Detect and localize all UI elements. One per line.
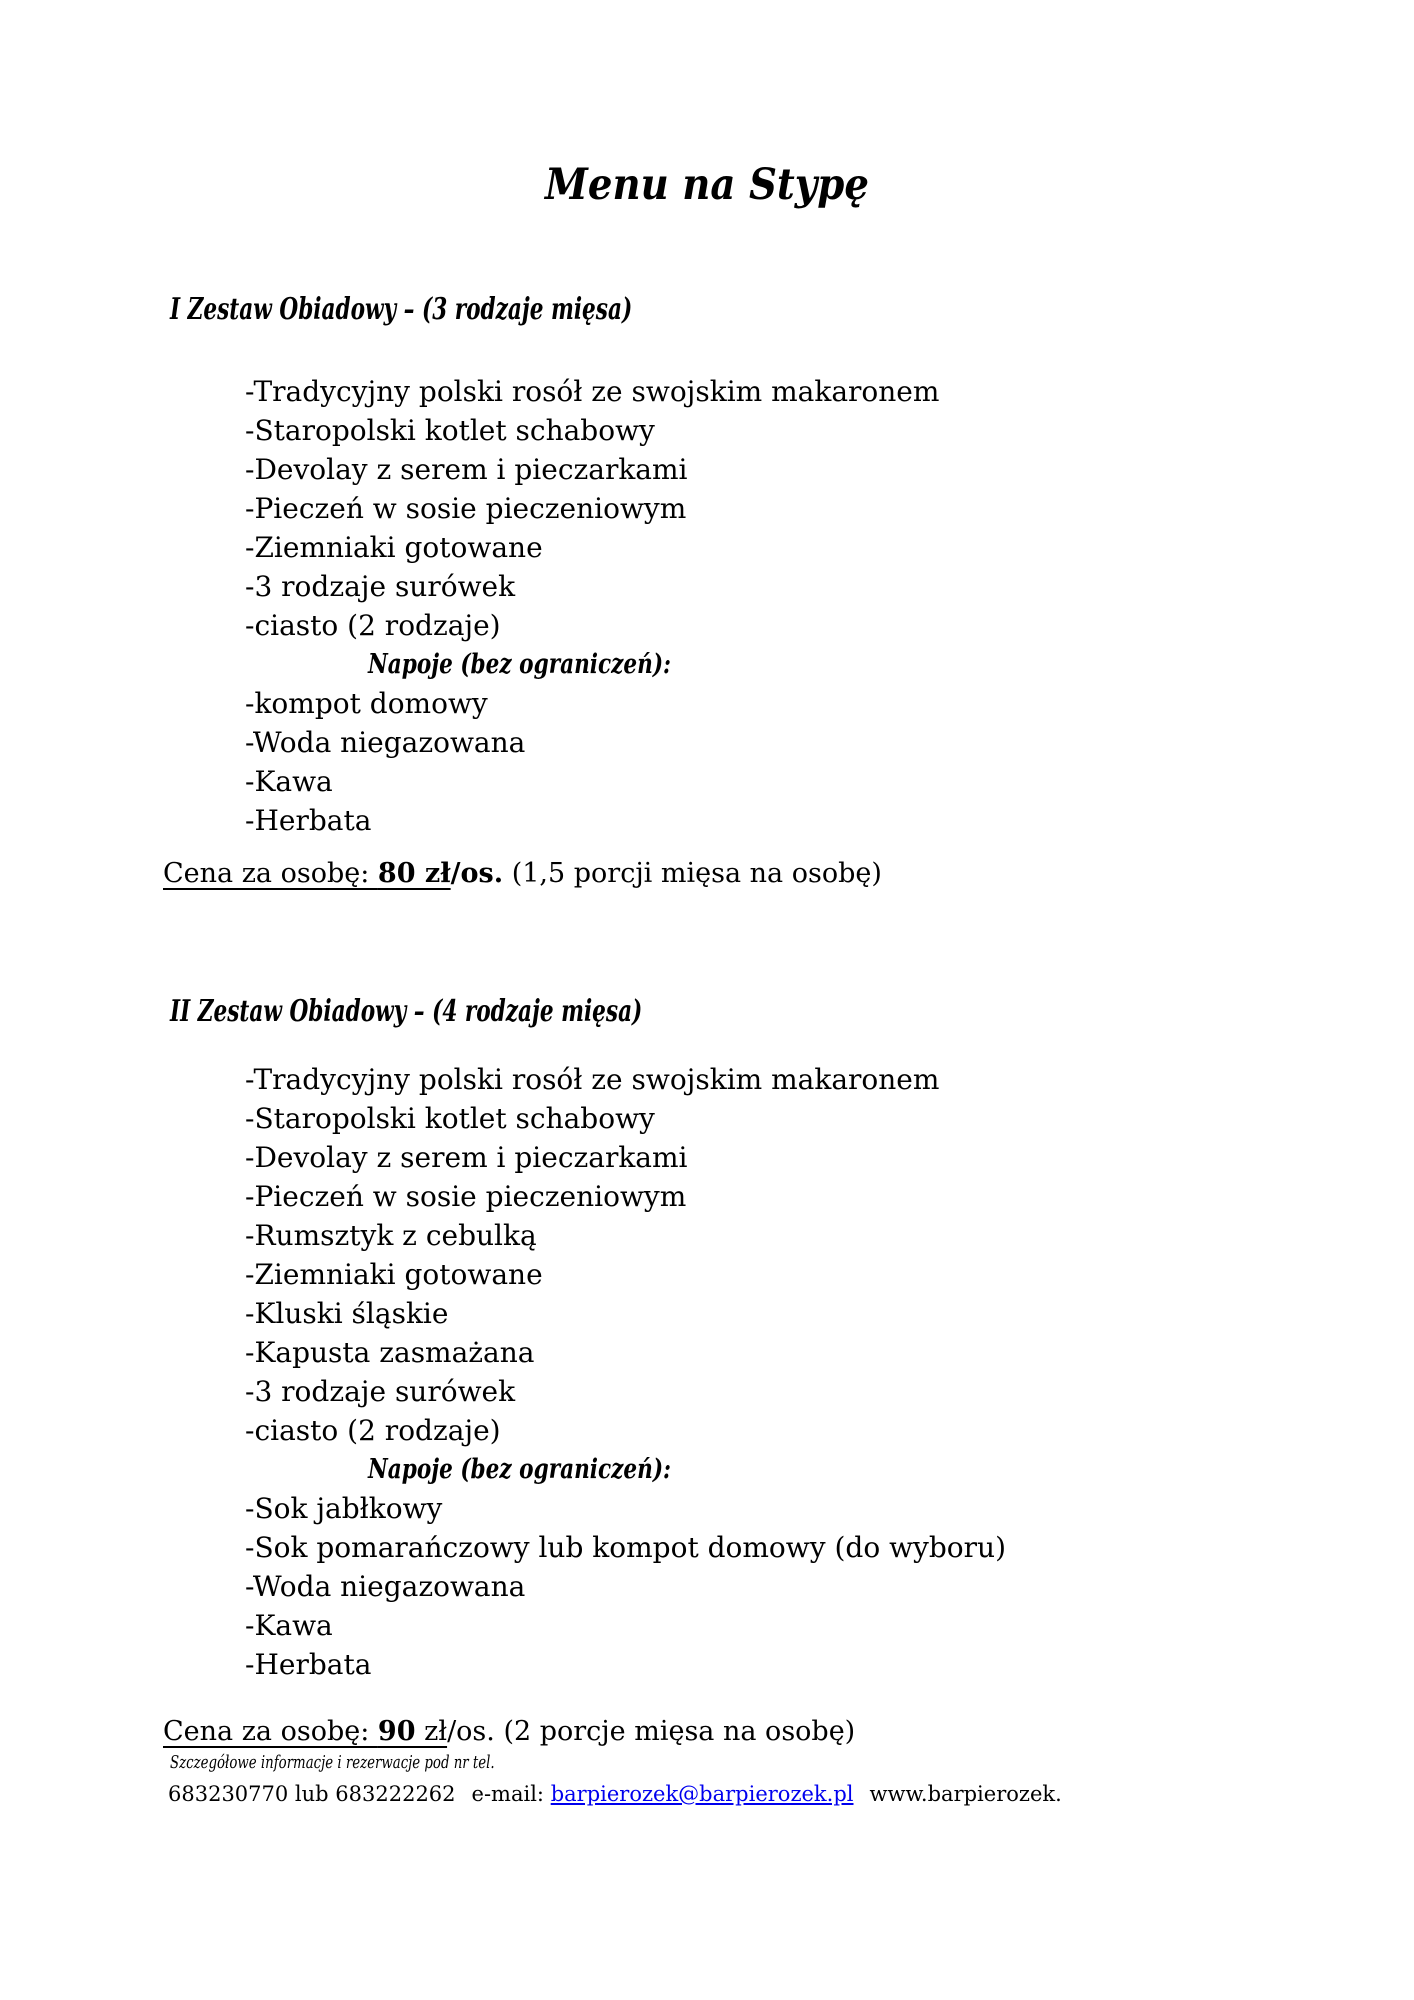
phone-numbers: 683230770 lub 683222262 — [168, 1782, 456, 1806]
menu-item: -Rumsztyk z cebulką — [245, 1219, 537, 1252]
price-line-1 — [163, 858, 882, 889]
menu-item: -3 rodzaje surówek — [245, 1375, 516, 1408]
price-amount: 90 — [377, 1716, 416, 1747]
email-label: e-mail: — [471, 1782, 544, 1806]
menu-item: -Devolay z serem i pieczarkami — [245, 453, 688, 486]
drinks-heading: Napoje (bez ograniczeń): — [368, 1454, 672, 1485]
menu-item: -Herbata — [245, 1648, 372, 1681]
menu-item: -Sok pomarańczowy lub kompot domowy (do wyboru) — [245, 1531, 1006, 1564]
section-2-list — [245, 1060, 1006, 1684]
menu-item: -ciasto (2 rodzaje) — [245, 609, 501, 642]
menu-item: -Kapusta zasmażana — [245, 1336, 535, 1369]
section-1-list — [245, 372, 939, 840]
menu-item: -Woda niegazowana — [245, 1570, 526, 1603]
price-suffix: /os. — [447, 1716, 495, 1747]
section-1-heading: I Zestaw Obiadowy – (3 rodzaje mięsa) — [170, 292, 633, 327]
section-2-heading: II Zestaw Obiadowy – (4 rodzaje mięsa) — [170, 994, 643, 1029]
menu-item: -Woda niegazowana — [245, 726, 526, 759]
menu-item: -Kawa — [245, 1609, 333, 1642]
menu-item: -Kluski śląskie — [245, 1297, 449, 1330]
menu-item: -Kawa — [245, 765, 333, 798]
price-note: (2 porcje mięsa na osobę) — [494, 1716, 856, 1747]
menu-item: -Sok jabłkowy — [245, 1492, 443, 1525]
email-link[interactable]: barpierozek@barpierozek.pl — [550, 1782, 854, 1806]
page-title: Menu na Stypę — [545, 160, 869, 210]
price-line-2 — [163, 1716, 855, 1747]
footer-info: Szczegółowe informacje i rezerwacje pod nr tel. — [170, 1752, 495, 1773]
price-suffix: /os. — [450, 858, 504, 889]
menu-item: -Staropolski kotlet schabowy — [245, 414, 655, 447]
price-label: Cena za osobę: — [163, 1716, 378, 1747]
menu-item: -Ziemniaki gotowane — [245, 531, 543, 564]
menu-item: -kompot domowy — [245, 687, 488, 720]
menu-item: -Tradycyjny polski rosół ze swojskim makaronem — [245, 375, 940, 408]
price-note: (1,5 porcji mięsa na osobę) — [503, 858, 882, 889]
menu-item: -3 rodzaje surówek — [245, 570, 516, 603]
menu-item: -Herbata — [245, 804, 372, 837]
menu-item: -Devolay z serem i pieczarkami — [245, 1141, 688, 1174]
menu-item: -Pieczeń w sosie pieczeniowym — [245, 1180, 687, 1213]
price-amount: 80 zł — [377, 858, 451, 889]
footer-contact — [168, 1782, 1062, 1806]
price-label: Cena za osobę: — [163, 858, 378, 889]
menu-item: -Staropolski kotlet schabowy — [245, 1102, 655, 1135]
website-text: www.barpierozek. — [869, 1782, 1062, 1806]
menu-item: -Ziemniaki gotowane — [245, 1258, 543, 1291]
drinks-heading: Napoje (bez ograniczeń): — [368, 649, 672, 680]
menu-item: -Pieczeń w sosie pieczeniowym — [245, 492, 687, 525]
menu-item: -ciasto (2 rodzaje) — [245, 1414, 501, 1447]
menu-item: -Tradycyjny polski rosół ze swojskim makaronem — [245, 1063, 940, 1096]
price-unit: zł — [415, 1716, 448, 1747]
